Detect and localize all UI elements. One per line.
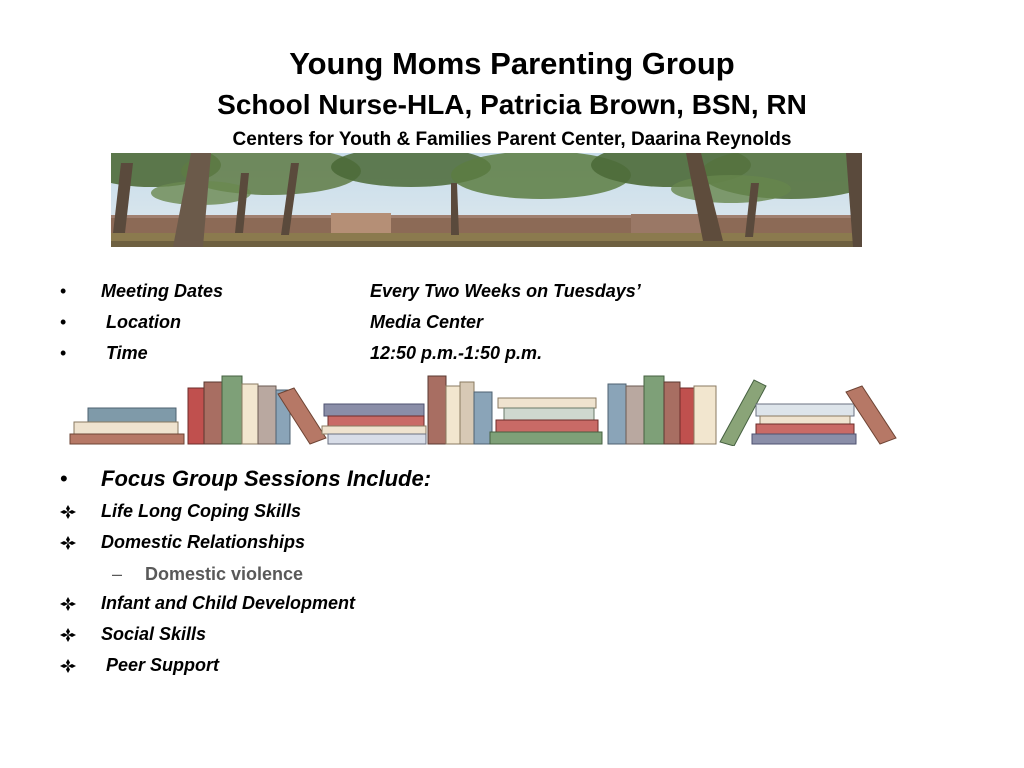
nurse-subtitle: School Nurse-HLA, Patricia Brown, BSN, RN [217, 89, 807, 120]
page-title: Young Moms Parenting Group [289, 46, 735, 81]
focus-sub-item-label: Domestic violence [145, 564, 304, 584]
info-value: 12:50 p.m.-1:50 p.m. [370, 343, 543, 363]
trees-banner-image [111, 153, 862, 247]
book-stack-illustration [66, 374, 898, 446]
info-label: Location [101, 312, 181, 332]
info-label: Time [101, 343, 148, 363]
bullet: • [60, 466, 68, 491]
diamond-bullet-icon [60, 597, 76, 611]
diamond-bullet-icon [60, 505, 76, 519]
bullet: • [60, 343, 67, 363]
focus-item-label: Life Long Coping Skills [101, 501, 301, 521]
dash-bullet: – [112, 564, 123, 584]
info-label: Meeting Dates [101, 281, 224, 301]
diamond-bullet-icon [60, 536, 76, 550]
diamond-bullet-icon [60, 628, 76, 642]
bullet: • [60, 312, 67, 332]
focus-item-label: Social Skills [101, 624, 207, 644]
focus-item-label: Infant and Child Development [101, 593, 356, 613]
info-value: Every Two Weeks on Tuesdays’ [370, 281, 641, 301]
focus-item-label: Domestic Relationships [101, 532, 306, 552]
bullet: • [60, 281, 67, 301]
center-subtitle: Centers for Youth & Families Parent Center, Daarina Reynolds [232, 129, 792, 150]
diamond-bullet-icon [60, 659, 76, 673]
focus-item-label: Peer Support [101, 655, 220, 675]
info-value: Media Center [370, 312, 484, 332]
focus-heading: Focus Group Sessions Include: [101, 466, 432, 491]
